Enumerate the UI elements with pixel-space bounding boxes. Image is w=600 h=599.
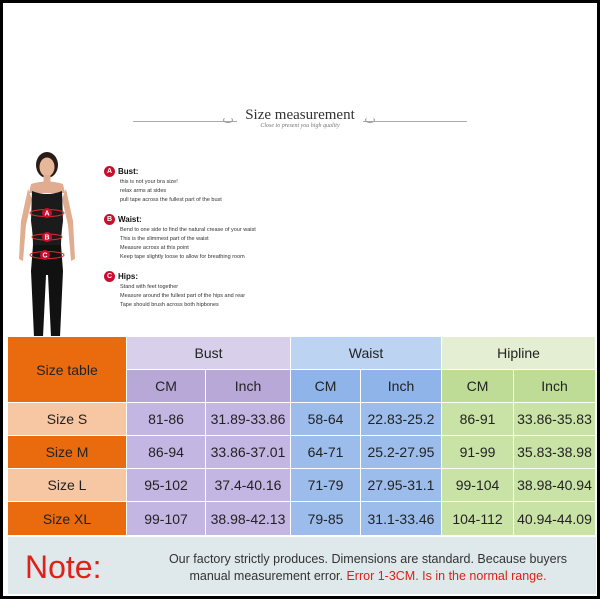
guide-section-bust	[104, 165, 344, 205]
size-label-s: Size S	[8, 403, 127, 436]
note-text	[148, 551, 588, 585]
note-error-range: Error 1-3CM. Is in the normal range.	[346, 569, 547, 583]
table-cell: 79-85	[291, 502, 361, 536]
guide-line: Keep tape slightly loose to allow for breathing room	[120, 254, 245, 260]
table-cell: 38.98-42.13	[206, 502, 291, 536]
group-header-bust: Bust	[127, 337, 291, 370]
guide-line: this is not your bra size!	[120, 179, 178, 185]
guide-line: Measure across at this point	[120, 245, 189, 251]
note-line-1: Our factory strictly produces. Dimensions are standard. Because buyers	[168, 552, 568, 566]
guide-title-hips: Hips:	[118, 272, 138, 281]
table-cell: 37.4-40.16	[206, 469, 291, 502]
table-cell: 22.83-25.2	[361, 403, 442, 436]
page-title: Size measurement	[245, 107, 355, 123]
unit-header: CM	[291, 370, 361, 403]
unit-header: CM	[127, 370, 206, 403]
marker-c-badge: C	[104, 271, 115, 282]
table-cell: 58-64	[291, 403, 361, 436]
guide-title-waist: Waist:	[118, 215, 142, 224]
table-cell: 31.89-33.86	[206, 403, 291, 436]
unit-header: Inch	[361, 370, 442, 403]
table-cell: 33.86-35.83	[514, 403, 596, 436]
note-line-2	[148, 568, 588, 585]
table-cell: 27.95-31.1	[361, 469, 442, 502]
size-label-l: Size L	[8, 469, 127, 502]
guide-line: Stand with feet together	[120, 284, 179, 290]
group-header-hipline: Hipline	[442, 337, 596, 370]
marker-a-badge: A	[104, 166, 115, 177]
guide-line: Bend to one side to find the natural crease of your waist	[120, 227, 256, 233]
svg-text:C: C	[42, 252, 48, 260]
guide-line: pull tape across the fullest part of the bust	[120, 197, 222, 203]
measure-guide	[104, 165, 344, 318]
guide-line: relax arms at sides	[120, 188, 167, 194]
table-cell: 91-99	[442, 436, 514, 469]
size-label-m: Size M	[8, 436, 127, 469]
table-cell: 95-102	[127, 469, 206, 502]
note-panel	[8, 536, 596, 594]
page-subtitle: Close to present you high quality	[260, 123, 340, 129]
table-cell: 104-112	[442, 502, 514, 536]
guide-line: Tape should brush across both hipbones	[120, 302, 219, 308]
note-label: Note:	[25, 549, 102, 585]
guide-line: This is the slimmest part of the waist	[120, 236, 209, 242]
unit-header: Inch	[514, 370, 596, 403]
size-chart-frame	[3, 3, 597, 596]
table-cell: 25.2-27.95	[361, 436, 442, 469]
table-cell: 86-91	[442, 403, 514, 436]
table-cell: 81-86	[127, 403, 206, 436]
svg-text:A: A	[44, 210, 50, 218]
table-cell: 31.1-33.46	[361, 502, 442, 536]
unit-header: CM	[442, 370, 514, 403]
table-cell: 33.86-37.01	[206, 436, 291, 469]
guide-title-bust: Bust:	[118, 167, 139, 176]
size-table-corner: Size table	[8, 337, 127, 403]
table-cell: 38.98-40.94	[514, 469, 596, 502]
table-cell: 64-71	[291, 436, 361, 469]
svg-text:B: B	[44, 234, 50, 242]
size-table	[8, 336, 596, 535]
guide-section-hips	[104, 270, 344, 310]
table-cell: 35.83-38.98	[514, 436, 596, 469]
model-figure-image	[11, 151, 83, 337]
guide-line: Measure around the fullest part of the hips and rear	[120, 293, 246, 299]
size-label-xl: Size XL	[8, 502, 127, 536]
table-cell: 71-79	[291, 469, 361, 502]
note-line-2-text: manual measurement error.	[189, 569, 347, 583]
unit-header: Inch	[206, 370, 291, 403]
group-header-waist: Waist	[291, 337, 442, 370]
table-cell: 86-94	[127, 436, 206, 469]
marker-b-badge: B	[104, 214, 115, 225]
table-cell: 99-104	[442, 469, 514, 502]
table-cell: 40.94-44.09	[514, 502, 596, 536]
table-cell: 99-107	[127, 502, 206, 536]
guide-section-waist	[104, 213, 344, 262]
